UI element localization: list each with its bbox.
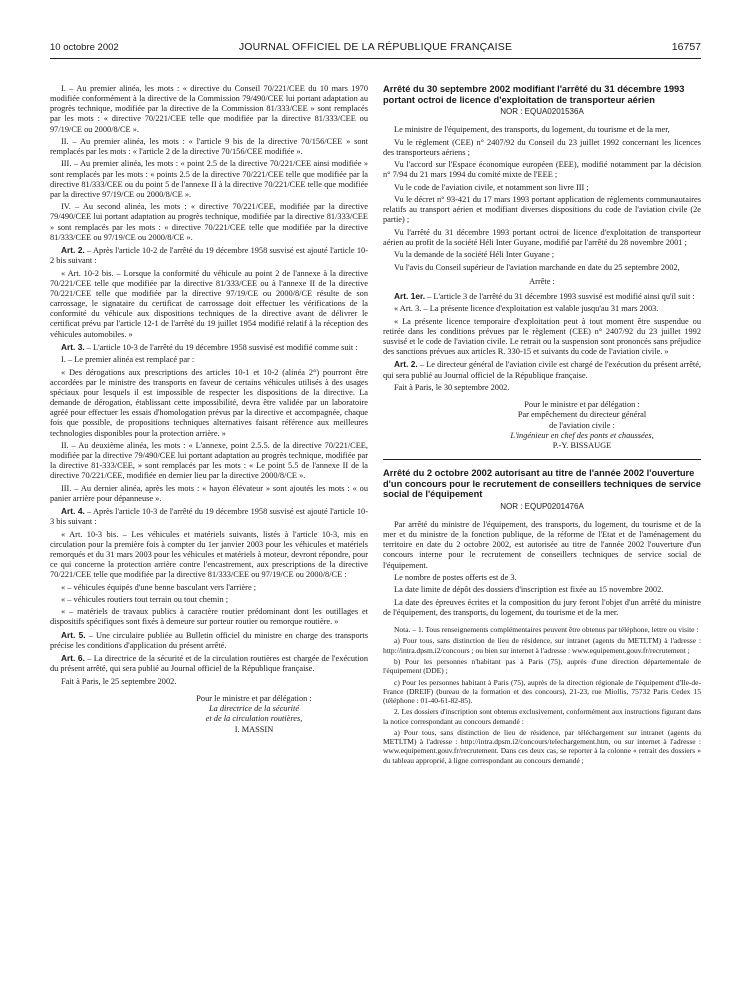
quote-art-3-cont: « La présente licence temporaire d'exploitation peut à tout moment être suspendue ou retirée dans les conditions prévues par le règlement (CEE) n° 2407/92 du 23 juillet 1992 susvisé et le code de l'aviation civile. Le retrait ou la suspension sont prononcés sans préjudice des sanctions prévues aux articles R. 330-15 et suivants du code de l'aviation civile. »: [383, 316, 701, 356]
article-text: – Après l'article 10-3 de l'arrêté du 19 décembre 1958 susvisé est ajouté l'article 10-3 bis suivant :: [50, 507, 368, 527]
arrete-1-nor: NOR : EQUA0201536A: [500, 107, 584, 117]
fait-a-paris: Fait à Paris, le 25 septembre 2002.: [61, 676, 177, 686]
paragraph: III. – Au dernier alinéa, après les mots : « hayon élévateur » sont ajoutés les mots : « ou panier arrière pour dépanneuse ».: [50, 483, 368, 503]
arrete-word: Arrête :: [529, 276, 555, 286]
right-column: [383, 84, 701, 767]
note-paragraph: Nota. – 1. Tous renseignements complémentaires peuvent être obtenus par téléphone, lettre ou visite :: [394, 625, 699, 635]
list-item: « – matériels de travaux publics à caractère routier prédominant dont les outillages et dispositifs spécifiques sont fixés à demeure sur porteur routier ou remorque routière. »: [50, 607, 368, 627]
signature-line: L'ingénieur en chef des ponts et chaussées,: [510, 430, 654, 440]
article-label: Art. 6.: [61, 653, 85, 664]
paragraph: Vu l'arrêté du 31 décembre 1993 portant octroi de licence d'exploitation de transporteur aérien au profit de la société Héli Inter Guyane, modifié par l'arrêté du 28 novembre 2001 ;: [383, 227, 701, 247]
header-date: 10 octobre 2002: [50, 42, 119, 53]
note-paragraph: b) Pour les personnes n'habitant pas à Paris (75), auprès d'une direction départementale de l'équipement (DDE) ;: [383, 657, 701, 676]
signatory-name: I. MASSIN: [234, 724, 274, 734]
note-paragraph: 2. Les dossiers d'inscription sont obtenus exclusivement, conformément aux instructions figurant dans la notice correspondant au concours demandé :: [383, 707, 701, 726]
paragraph: IV. – Au second alinéa, les mots : « directive 70/221/CEE, modifiée par la directive 79/490/CEE lui portant adaptation au progrès technique, modifiée par la directive 81/333/CEE » sont remplacés par les mots : « directive 70/221/CEE telle que modifiée par la directive 81/333/CEE ou 97/19/CE ou 2000/8/CE ».: [50, 202, 368, 242]
paragraph: Vu la demande de la société Héli Inter Guyane ;: [394, 250, 555, 260]
paragraph: I. – Au premier alinéa, les mots : « directive du Conseil 70/221/CEE du 10 mars 1970 modifiée conformément à la directive de la Commission 79/490/CEE lui portant adaptation au progrès technique, modifiée par la directive de la Commission 81/333/CEE » sont remplacés par les mots : « directive 70/221/CEE telle que modifiée par la directive 81/333/CEE ou 97/19/CE ou 2000/8/CE ».: [50, 84, 368, 134]
article-text: – L'article 10-3 de l'arrêté du 19 décembre 1958 susvisé est modifié comme suit :: [86, 342, 358, 352]
paragraph: II. – Au premier alinéa, les mots : « l'article 9 bis de la directive 70/156/CEE » sont remplacés par les mots : « l'article 2 de la directive 70/156/CEE modifiée ».: [50, 136, 368, 157]
quote-art-10-2-bis: « Art. 10-2 bis. – Lorsque la conformité du véhicule au point 2 de l'annexe à la directive 70/221/CEE telle que modifiée par la directive 81/333/CEE ou à l'annexe II de la directive 70/221/CEE telle que modifiée par la directive 97/19/CE ou 2000/8/CE résulte de son carrossage, le signataire du certificat de carrossage doit effectuer les vérifications de la conformité du véhicule aux dispositions techniques de la directive avant de délivrer le certificat prévu par l'article 12-1 de l'arrêté du 19 juillet 1954 modifié relatif à la réception des véhicules automobiles. »: [50, 268, 368, 339]
quote-derogations: « Des dérogations aux prescriptions des articles 10-1 et 10-2 (alinéa 2°) pourront être accordées par le ministre des transports en faveur de certains véhicules utilisés à des usages spéciaux pour lesquels il est impossible de respecter les dispositions de la directive. La demande de dérogation, établissant cette impossibilité, devra être validée par un laboratoire agréé pour effectuer les essais d'homologation prévus par la directive et accompagnée, chaque fois que possible, de propositions techniques alternatives faisant référence aux meilleures technologies disponibles pour la protection arrière. »: [50, 367, 368, 438]
paragraph: Vu l'avis du Conseil supérieur de l'aviation marchande en date du 25 septembre 2002,: [394, 262, 680, 272]
article-5: [50, 630, 368, 651]
paragraph: Vu le règlement (CEE) n° 2407/92 du Conseil du 23 juillet 1992 concernant les licences des transporteurs aériens ;: [383, 137, 701, 157]
arrete-2-nor: NOR : EQUP0201476A: [500, 501, 584, 511]
article-2: [50, 245, 368, 266]
left-column: [50, 84, 368, 735]
article-label: Art. 2.: [61, 245, 85, 256]
article-text: – Une circulaire publiée au Bulletin officiel du ministre en charge des transports précise les conditions d'application du présent arrêté.: [50, 630, 368, 650]
paragraph: Le ministre de l'équipement, des transports, du logement, du tourisme et de la mer,: [394, 125, 670, 135]
article-label: Art. 4.: [61, 506, 85, 517]
paragraph: Vu le décret n° 93-421 du 17 mars 1993 portant application de règlements communautaires relatifs au transport aérien et modifiant diverses dispositions du code de l'aviation civile (2e partie) ;: [383, 195, 701, 225]
paragraph: II. – Au deuxième alinéa, les mots : « L'annexe, point 2.5.5. de la directive 70/221/CEE, modifiée par la directive 79/490/CEE lui portant adaptation au progrès technique, modifiée par la directive 81-333/CEE, » sont remplacés par les mots : « Le point 5.5 de l'annexe II de la directive 70/221/CEE, modifiée en dernier lieu par la directive 2000/8/CE ».: [50, 440, 368, 481]
section-divider: [383, 459, 701, 460]
signature-line: Par empêchement du directeur général: [517, 410, 647, 420]
signature-line: La directrice de la sécurité: [208, 704, 300, 714]
list-item: « – véhicules équipés d'une benne basculant vers l'arrière ;: [61, 582, 257, 592]
note-paragraph: a) Pour tous, sans distinction de lieu de résidence, sur intranet (agents du METLTM) à l'adresse : http://intra.dpsm.i2/concours ; ou bien sur internet à l'adresse : www.equipement.gouv.fr/recrutement ;: [383, 636, 701, 655]
paragraph: III. – Au premier alinéa, les mots : « point 2.5 de la directive 70/221/CEE ainsi modifiée » sont remplacés par les mots : « points 2.5 de la directive 70/221/CEE telle que modifiée par la directive 81/333/CEE ou du point 5 de l'annexe II à la directive 70/221/CEE telle que modifiée par la directive 97/19/CE ou 2000/8/CE ».: [50, 159, 368, 199]
article-label: Art. 2.: [394, 359, 418, 370]
signature-line: Pour le ministre et par délégation :: [524, 400, 640, 410]
paragraph: La date limite de dépôt des dossiers d'inscription est fixée au 15 novembre 2002.: [394, 585, 664, 595]
arrete-1-title: Arrêté du 30 septembre 2002 modifiant l'arrêté du 31 décembre 1993 portant octroi de licence d'exploitation de transporteur aérien: [383, 84, 685, 105]
note-paragraph: a) Pour tous, sans distinction de lieu de résidence, par téléchargement sur intranet (agents du METLTM) à l'adresse : http://intra.dpsm.i2/concours/telechargement.htm, ou sur internet à l'adresse : www.equipement.gouv.fr/recrutement. Dans ces deux cas, se reporter à la colonne « retrait des dossiers » du tableau approprié, à ligne correspondant au concours demandé ;: [383, 728, 701, 765]
quote-art-3: « Art. 3. – La présente licence d'exploitation est valable jusqu'au 31 mars 2003.: [394, 304, 659, 314]
article-text: – La directrice de la sécurité et de la circulation routières est chargée de l'exécution du présent arrêté, qui sera publié au Journal officiel de la République française.: [50, 654, 368, 674]
fait-a-paris: Fait à Paris, le 30 septembre 2002.: [394, 382, 510, 392]
arrete-2-title: Arrêté du 2 octobre 2002 autorisant au titre de l'année 2002 l'ouverture d'un concours pour le recrutement de conseillers techniques de service social de l'équipement: [383, 467, 701, 500]
paragraph: La date des épreuves écrites et la composition du jury feront l'objet d'un arrêté du ministre de l'équipement, des transports, du logement, du tourisme et de la mer.: [383, 597, 701, 617]
signatory-name: P.-Y. BISSAUGE: [552, 440, 612, 450]
article-text: – L'article 3 de l'arrêté du 31 décembre 1993 susvisé est modifié ainsi qu'il suit :: [427, 291, 695, 301]
signature-line: Pour le ministre et par délégation :: [196, 694, 312, 704]
article-label: Art. 1er.: [394, 290, 426, 301]
article-1: [383, 291, 701, 302]
article-label: Art. 5.: [61, 629, 86, 640]
quote-art-10-3-bis: « Art. 10-3 bis. – Les véhicules et matériels suivants, listés à l'article 10-3, mis en circulation pour la première fois à compter du 1er janvier 2003 pour les véhicules et matériels remorqués et du 31 mars 2003 pour les véhicules et matériels à moteur, devront répondre, pour ce qui concerne la protection arrière contre l'encastrement, aux prescriptions de la directive 70/221/CEE telle que modifiée par la directive 81/333/CEE ou 97/19/CE ou 2000/8/CE :: [50, 529, 368, 580]
article-6: [50, 653, 368, 674]
header-page-number: 16757: [671, 41, 701, 53]
paragraph: Vu l'accord sur l'Espace économique européen (EEE), modifié notamment par la décision n° 7/94 du 21 mars 1994 du comité mixte de l'EEE ;: [383, 160, 701, 180]
list-item: « – véhicules routiers tout terrain ou tout chemin ;: [61, 594, 229, 604]
article-2: [383, 359, 701, 380]
paragraph: Vu le code de l'aviation civile, et notamment son livre III ;: [394, 182, 589, 192]
paragraph: Le nombre de postes offerts est de 3.: [394, 572, 517, 582]
article-label: Art. 3.: [61, 341, 85, 352]
paragraph: Par arrêté du ministre de l'équipement, des transports, du logement, du tourisme et de la mer et du ministre de la fonction publique, de la réforme de l'Etat et de l'aménagement du territoire en date du 2 octobre 2002, est autorisée au titre de l'année 2002 l'ouverture d'un concours interne pour le recrutement de conseillers techniques de service social de l'équipement.: [383, 519, 701, 570]
article-text: – Le directeur général de l'aviation civile est chargé de l'exécution du présent arrêté, qui sera publié au Journal officiel de la République française.: [383, 360, 702, 380]
signature-line: et de la circulation routières,: [205, 714, 303, 724]
paragraph: I. – Le premier alinéa est remplacé par :: [61, 355, 195, 365]
header-journal-title: JOURNAL OFFICIEL DE LA RÉPUBLIQUE FRANÇAISE: [238, 41, 513, 53]
article-4: [50, 506, 368, 527]
signature-line: de l'aviation civile :: [549, 420, 615, 430]
article-text: – Après l'article 10-2 de l'arrêté du 19 décembre 1958 susvisé est ajouté l'article 10-2 bis suivant :: [50, 246, 368, 266]
note-paragraph: c) Pour les personnes habitant à Paris (75), auprès de la direction régionale de l'équipement d'Ile-de-France (DREIF) (bureau de la formation et des concours), 21-23, rue Miollis, 75732 Paris Cedex 15 (téléphone : 01-40-61-82-85).: [383, 677, 701, 706]
page-header: [50, 40, 701, 59]
article-3: [50, 342, 368, 353]
